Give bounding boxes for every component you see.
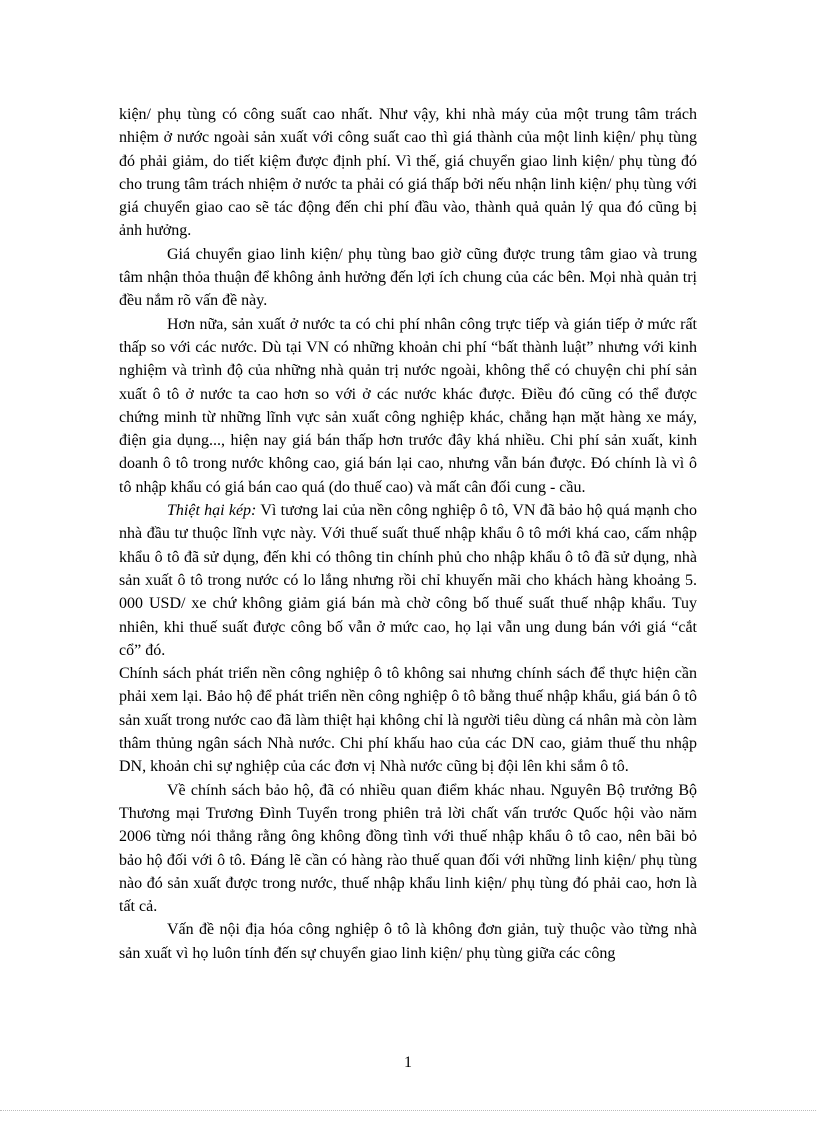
paragraph-1: kiện/ phụ tùng có công suất cao nhất. Như vậy, khi nhà máy của một trung tâm trách nhiệm ở nước ngoài sản xuất với công suất cao thì giá thành của một linh kiện/ phụ tùng đó phải giảm, do tiết kiệm được định phí. Vì thế, giá chuyển giao linh kiện/ phụ tùng đó cho trung tâm trách nhiệm ở nước ta phải có giá thấp bởi nếu nhận linh kiện/ phụ tùng với giá chuyển giao cao sẽ tác động đến chi phí đầu vào, thành quả quản lý qua đó cũng bị ảnh hưởng. xyxy=(119,106,697,240)
page-number: 1 xyxy=(404,1054,412,1071)
paragraph-2: Giá chuyển giao linh kiện/ phụ tùng bao giờ cũng được trung tâm giao và trung tâm nhận thỏa thuận để không ảnh hưởng đến lợi ích chung của các bên. Mọi nhà quản trị đều nắm rõ vấn đề này. xyxy=(119,245,697,310)
paragraph-4 xyxy=(119,499,697,662)
paragraph-7: Vấn đề nội địa hóa công nghiệp ô tô là không đơn giản, tuỳ thuộc vào từng nhà sản xuất vì họ luôn tính đến sự chuyển giao linh kiện/ phụ tùng giữa các công xyxy=(119,921,697,962)
paragraph-6: Về chính sách bảo hộ, đã có nhiều quan điểm khác nhau. Nguyên Bộ trưởng Bộ Thương mại Trương Đình Tuyển trong phiên trả lời chất vấn trước Quốc hội vào năm 2006 từng nói thẳng rằng ông không đồng tình với thuế nhập khẩu ô tô cao, nên bãi bỏ bảo hộ đối với ô tô. Đáng lẽ cần có hàng rào thuế quan đối với những linh kiện/ phụ tùng nào đó sản xuất được trong nước, thuế nhập khẩu linh kiện/ phụ tùng đó phải cao, hơn là tất cả. xyxy=(119,781,697,916)
paragraph-3: Hơn nữa, sản xuất ở nước ta có chi phí nhân công trực tiếp và gián tiếp ở mức rất thấp so với các nước. Dù tại VN có những khoản chi phí “bất thành luật” nhưng với kinh nghiệm và trình độ của những nhà quản trị nước ngoài, không thể có chuyện chi phí sản xuất ô tô ở nước ta cao hơn so với ở các nước khác được. Điều đó cũng có thể được chứng minh từ những lĩnh vực sản xuất công nghiệp khác, chẳng hạn mặt hàng xe máy, điện gia dụng..., hiện nay giá bán thấp hơn trước đây khá nhiều. Chi phí sản xuất, kinh doanh ô tô trong nước không cao, giá bán lại cao, nhưng vẫn bán được. Đó chính là vì ô tô nhập khẩu có giá bán cao quá (do thuế cao) và mất cân đối cung - cầu. xyxy=(119,315,697,496)
paragraph-5: Chính sách phát triển nền công nghiệp ô tô không sai nhưng chính sách để thực hiện cần phải xem lại. Bảo hộ để phát triển nền công nghiệp ô tô bằng thuế nhập khẩu, giá bán ô tô sản xuất trong nước cao đã làm thiệt hại không chỉ là người tiêu dùng cá nhân mà còn làm thâm thủng ngân sách Nhà nước. Chi phí khấu hao của các DN cao, giảm thuế thu nhập DN, khoản chi sự nghiệp của các đơn vị Nhà nước cũng bị đội lên khi sắm ô tô. xyxy=(119,665,697,776)
paragraph-4-lead: Thiệt hại kép: xyxy=(167,502,257,520)
body-text xyxy=(119,103,697,965)
paragraph-4-text: Vì tương lai của nền công nghiệp ô tô, VN đã bảo hộ quá mạnh cho nhà đầu tư thuộc lĩnh vực này. Với thuế suất thuế nhập khẩu ô tô mới khá cao, cấm nhập khẩu ô tô đã sử dụng, đến khi có thông tin chính phủ cho nhập khẩu ô tô đã sử dụng, nhà sản xuất ô tô trong nước có lo lắng nhưng rồi chỉ khuyến mãi cho khách hàng khoảng 5. 000 USD/ xe chứ không giảm giá bán mà chờ công bố thuế suất thuế nhập khẩu. Tuy nhiên, khi thuế suất được công bố vẫn ở mức cao, họ lại vẫn ung dung bán với giá “cắt cổ” đó. xyxy=(119,502,697,659)
page-bottom-divider xyxy=(0,1110,816,1111)
